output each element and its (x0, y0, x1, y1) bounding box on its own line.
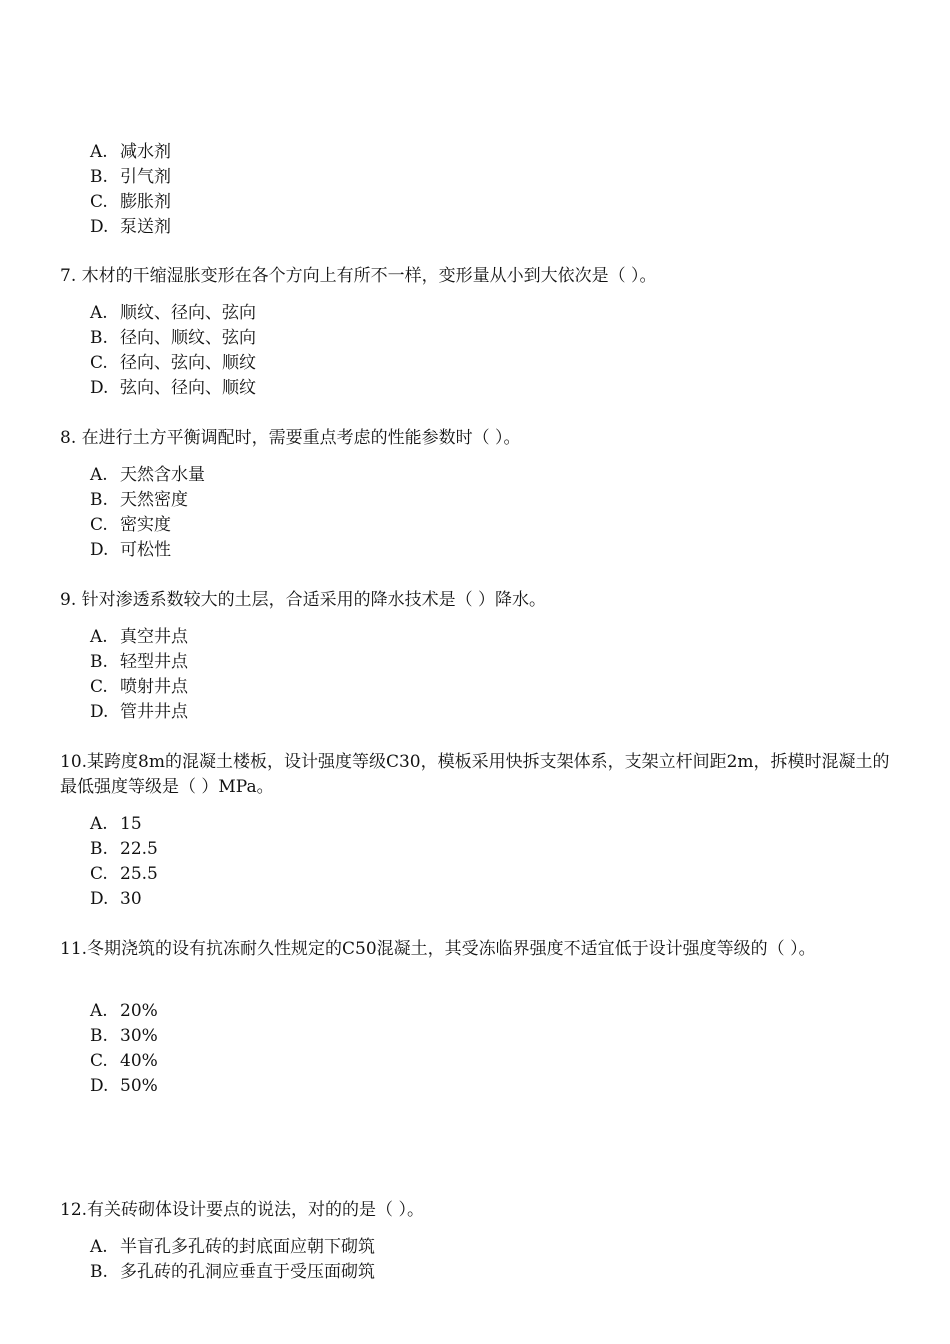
option-label: D. (90, 1076, 109, 1096)
option-label: D. (90, 540, 109, 560)
option-label: A. (90, 814, 108, 834)
q8-option-c (90, 513, 890, 538)
q9-option-b (90, 650, 890, 675)
option-text: 20% (120, 1001, 158, 1021)
option-label: A. (90, 465, 108, 485)
option-text: 顺纹、径向、弦向 (120, 303, 256, 323)
option-text: 管井井点 (120, 702, 188, 722)
q11-stem: 11.冬期浇筑的设有抗冻耐久性规定的C50混凝土，其受冻临界强度不适宜低于设计强度等级的（ ）。 (60, 939, 816, 959)
q11-option-d (90, 1074, 890, 1099)
option-text: 半盲孔多孔砖的封底面应朝下砌筑 (120, 1237, 375, 1257)
option-text: 可松性 (120, 540, 171, 560)
q9-stem: 9. 针对渗透系数较大的土层，合适采用的降水技术是（ ）降水。 (60, 590, 547, 610)
q10-option-a (90, 812, 890, 837)
q7-option-d (90, 376, 890, 401)
option-text: 膨胀剂 (120, 192, 171, 212)
q7-options (90, 301, 890, 401)
option-text: 30 (120, 889, 142, 909)
option-text: 40% (120, 1051, 158, 1071)
q9-option-d (90, 700, 890, 725)
q6-option-d (90, 215, 890, 240)
q8-options (90, 463, 890, 563)
q6-option-a (90, 140, 890, 165)
q12-stem: 12.有关砖砌体设计要点的说法，对的的是（ ）。 (60, 1200, 424, 1220)
option-label: C. (90, 677, 108, 697)
q11-option-a (90, 999, 890, 1024)
q7-option-b (90, 326, 890, 351)
q11-option-b (90, 1024, 890, 1049)
option-label: A. (90, 303, 108, 323)
option-label: B. (90, 652, 108, 672)
option-text: 22.5 (120, 839, 158, 859)
option-text: 弦向、径向、顺纹 (120, 378, 256, 398)
q6-options (90, 140, 890, 240)
option-text: 天然密度 (120, 490, 188, 510)
q8-option-d (90, 538, 890, 563)
option-text: 天然含水量 (120, 465, 205, 485)
option-label: C. (90, 864, 108, 884)
q6-option-b (90, 165, 890, 190)
q9-option-a (90, 625, 890, 650)
option-text: 轻型井点 (120, 652, 188, 672)
option-text: 50% (120, 1076, 158, 1096)
q8-option-b (90, 488, 890, 513)
option-label: C. (90, 192, 108, 212)
option-label: A. (90, 142, 108, 162)
q8-stem: 8. 在进行土方平衡调配时，需要重点考虑的性能参数时（ ）。 (60, 428, 521, 448)
option-label: B. (90, 839, 108, 859)
option-label: B. (90, 490, 108, 510)
option-text: 减水剂 (120, 142, 171, 162)
option-label: D. (90, 702, 109, 722)
q10-option-b (90, 837, 890, 862)
option-text: 30% (120, 1026, 158, 1046)
option-label: C. (90, 1051, 108, 1071)
q7-stem: 7. 木材的干缩湿胀变形在各个方向上有所不一样，变形量从小到大依次是（ ）。 (60, 266, 657, 286)
option-text: 径向、弦向、顺纹 (120, 353, 256, 373)
q7-option-a (90, 301, 890, 326)
q11-option-c (90, 1049, 890, 1074)
q10-options (90, 812, 890, 912)
option-label: D. (90, 889, 109, 909)
option-label: A. (90, 1001, 108, 1021)
q9-option-c (90, 675, 890, 700)
option-label: B. (90, 1026, 108, 1046)
option-text: 径向、顺纹、弦向 (120, 328, 256, 348)
q10-stem: 10.某跨度8m的混凝土楼板，设计强度等级C30，模板采用快拆支架体系，支架立杆间距2m，拆模时混凝土的最低强度等级是（ ）MPa。 (60, 752, 890, 797)
option-text: 引气剂 (120, 167, 171, 187)
option-text: 15 (120, 814, 142, 834)
option-label: A. (90, 627, 108, 647)
option-label: B. (90, 328, 108, 348)
q10-option-d (90, 887, 890, 912)
q12-option-a (90, 1235, 890, 1260)
option-label: C. (90, 515, 108, 535)
option-label: D. (90, 378, 109, 398)
q11-options (90, 999, 890, 1099)
option-label: D. (90, 217, 109, 237)
option-text: 真空井点 (120, 627, 188, 647)
option-label: C. (90, 353, 108, 373)
q8-option-a (90, 463, 890, 488)
q6-option-c (90, 190, 890, 215)
option-label: A. (90, 1237, 108, 1257)
option-text: 喷射井点 (120, 677, 188, 697)
q9-options (90, 625, 890, 725)
option-text: 泵送剂 (120, 217, 171, 237)
option-text: 密实度 (120, 515, 171, 535)
q12-options (90, 1235, 890, 1285)
option-label: B. (90, 167, 108, 187)
option-label: B. (90, 1262, 108, 1282)
option-text: 25.5 (120, 864, 158, 884)
option-text: 多孔砖的孔洞应垂直于受压面砌筑 (120, 1262, 375, 1282)
q7-option-c (90, 351, 890, 376)
q10-option-c (90, 862, 890, 887)
q12-option-b (90, 1260, 890, 1285)
